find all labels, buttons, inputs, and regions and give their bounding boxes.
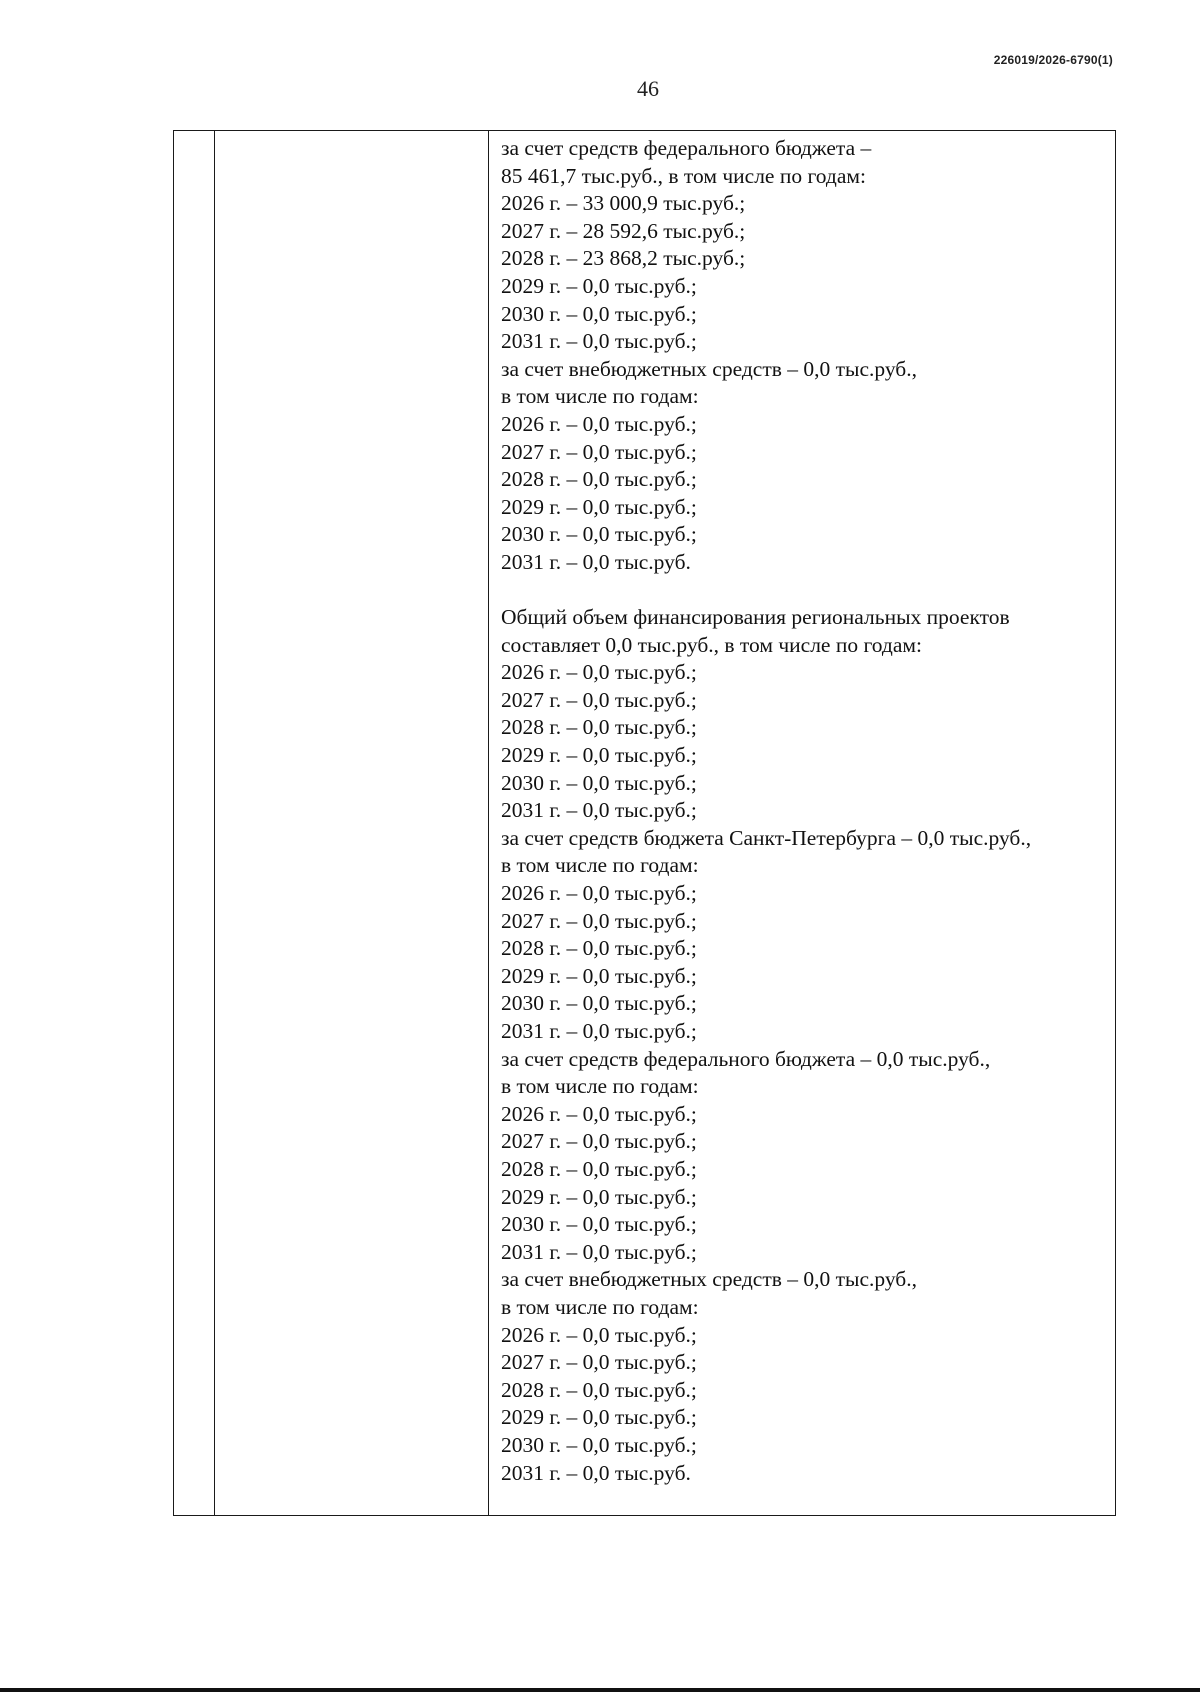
text-line: 2031 г. – 0,0 тыс.руб.;	[501, 1239, 697, 1264]
text-line: составляет 0,0 тыс.руб., в том числе по годам:	[501, 632, 922, 657]
text-line: 2027 г. – 0,0 тыс.руб.;	[501, 687, 697, 712]
text-line: 2031 г. – 0,0 тыс.руб.;	[501, 1019, 697, 1043]
text-line: 2029 г. – 0,0 тыс.руб.;	[501, 963, 697, 988]
financing-cell-text	[501, 135, 1107, 1487]
text-line: в том числе по годам:	[501, 384, 699, 409]
text-line: 2030 г. – 0,0 тыс.руб.;	[501, 1212, 697, 1237]
text-line: 2029 г. – 0,0 тыс.руб.;	[501, 1184, 697, 1209]
text-line: 2027 г. – 0,0 тыс.руб.;	[501, 1350, 697, 1375]
text-line: 2030 г. – 0,0 тыс.руб.;	[501, 770, 697, 795]
text-line: 2031 г. – 0,0 тыс.руб.;	[501, 329, 697, 354]
blank-line	[501, 577, 1107, 605]
text-line: 2029 г. – 0,0 тыс.руб.;	[501, 494, 697, 519]
text-line: 2028 г. – 23 868,2 тыс.руб.;	[501, 246, 746, 271]
scan-bottom-edge	[0, 1688, 1200, 1692]
text-line: 2027 г. – 0,0 тыс.руб.;	[501, 908, 697, 933]
text-line: 2031 г. – 0,0 тыс.руб.	[501, 549, 691, 574]
text-line: 2030 г. – 0,0 тыс.руб.;	[501, 301, 697, 326]
text-line: 2029 г. – 0,0 тыс.руб.;	[501, 1405, 697, 1430]
text-line: 2027 г. – 0,0 тыс.руб.;	[501, 1129, 697, 1154]
document-id: 226019/2026-6790(1)	[993, 53, 1113, 67]
text-line: 85 461,7 тыс.руб., в том числе по годам:	[501, 163, 866, 188]
text-line: 2027 г. – 28 592,6 тыс.руб.;	[501, 218, 746, 243]
column-divider-2	[488, 131, 489, 1515]
text-line: 2031 г. – 0,0 тыс.руб.;	[501, 798, 697, 823]
text-line: 2026 г. – 0,0 тыс.руб.;	[501, 881, 697, 906]
text-line: 2028 г. – 0,0 тыс.руб.;	[501, 936, 697, 961]
text-line: 2028 г. – 0,0 тыс.руб.;	[501, 1377, 697, 1402]
text-line: 2030 г. – 0,0 тыс.руб.;	[501, 1432, 697, 1457]
text-line: 2028 г. – 0,0 тыс.руб.;	[501, 467, 697, 492]
text-line: за счет средств федерального бюджета –	[501, 136, 872, 160]
text-line: в том числе по годам:	[501, 853, 699, 878]
page-number: 46	[637, 76, 659, 101]
column-divider-1	[214, 131, 215, 1515]
text-line: 2030 г. – 0,0 тыс.руб.;	[501, 991, 697, 1016]
text-line: за счет внебюджетных средств – 0,0 тыс.руб.,	[501, 356, 917, 381]
text-line: в том числе по годам:	[501, 1294, 699, 1319]
text-line: 2027 г. – 0,0 тыс.руб.;	[501, 439, 697, 464]
text-line: 2029 г. – 0,0 тыс.руб.;	[501, 273, 697, 298]
text-line: 2029 г. – 0,0 тыс.руб.;	[501, 743, 697, 768]
text-line: 2026 г. – 33 000,9 тыс.руб.;	[501, 191, 746, 216]
text-line: за счет средств бюджета Санкт-Петербурга – 0,0 тыс.руб.,	[501, 825, 1032, 850]
text-line: в том числе по годам:	[501, 1074, 699, 1099]
text-line: 2028 г. – 0,0 тыс.руб.;	[501, 1156, 697, 1181]
text-line: за счет внебюджетных средств – 0,0 тыс.руб.,	[501, 1267, 917, 1292]
text-line: 2026 г. – 0,0 тыс.руб.;	[501, 1322, 697, 1347]
text-line: 2026 г. – 0,0 тыс.руб.;	[501, 1101, 697, 1126]
text-line: 2026 г. – 0,0 тыс.руб.;	[501, 411, 697, 436]
financing-table	[173, 130, 1116, 1516]
text-line: 2030 г. – 0,0 тыс.руб.;	[501, 522, 697, 547]
text-line: за счет средств федерального бюджета – 0,0 тыс.руб.,	[501, 1046, 991, 1071]
text-line: Общий объем финансирования региональных проектов	[501, 605, 1010, 630]
text-line: 2026 г. – 0,0 тыс.руб.;	[501, 660, 697, 685]
text-line: 2028 г. – 0,0 тыс.руб.;	[501, 715, 697, 740]
text-line: 2031 г. – 0,0 тыс.руб.	[501, 1460, 691, 1485]
